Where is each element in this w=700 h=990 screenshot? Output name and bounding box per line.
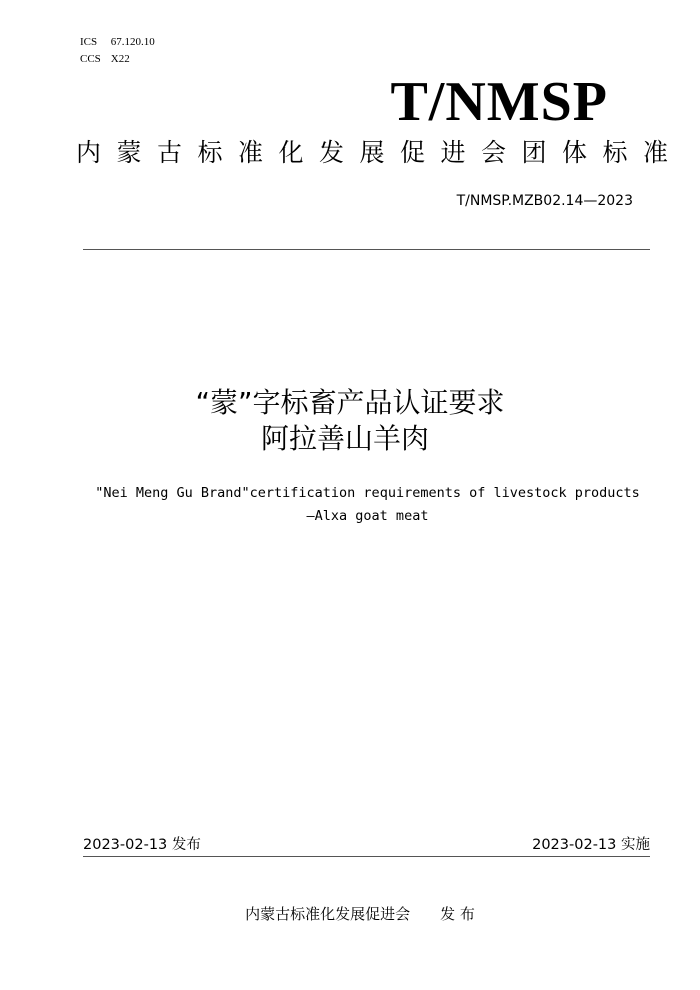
ccs-line (80, 52, 130, 66)
title-en-line1: "Nei Meng Gu Brand"certification requirements of livestock products (95, 485, 640, 501)
ccs-label: CCS (80, 53, 101, 65)
issuer-name: 内蒙古标准化发展促进会 (245, 905, 411, 923)
bottom-divider (83, 856, 650, 857)
title-cn-line2: 阿拉善山羊肉 (260, 422, 429, 455)
ccs-value: X22 (110, 53, 130, 65)
top-divider (83, 249, 650, 250)
title-en-line2: —Alxa goat meat (306, 508, 429, 524)
title-cn-line1: “蒙”字标畜产品认证要求 (195, 386, 505, 419)
standard-logo: T/NMSP (390, 71, 608, 133)
ics-value: 67.120.10 (110, 36, 155, 48)
organization-title: 内蒙古标准化发展促进会团体标准 (76, 138, 684, 167)
ics-label: ICS (80, 36, 98, 48)
issuer-action: 发 布 (440, 905, 475, 923)
issuer-line (0, 904, 700, 924)
implement-date: 2023-02-13 实施 (532, 837, 650, 853)
ics-line (80, 35, 155, 49)
publish-date: 2023-02-13 发布 (83, 837, 201, 853)
standard-code: T/NMSP.MZB02.14—2023 (456, 193, 633, 209)
